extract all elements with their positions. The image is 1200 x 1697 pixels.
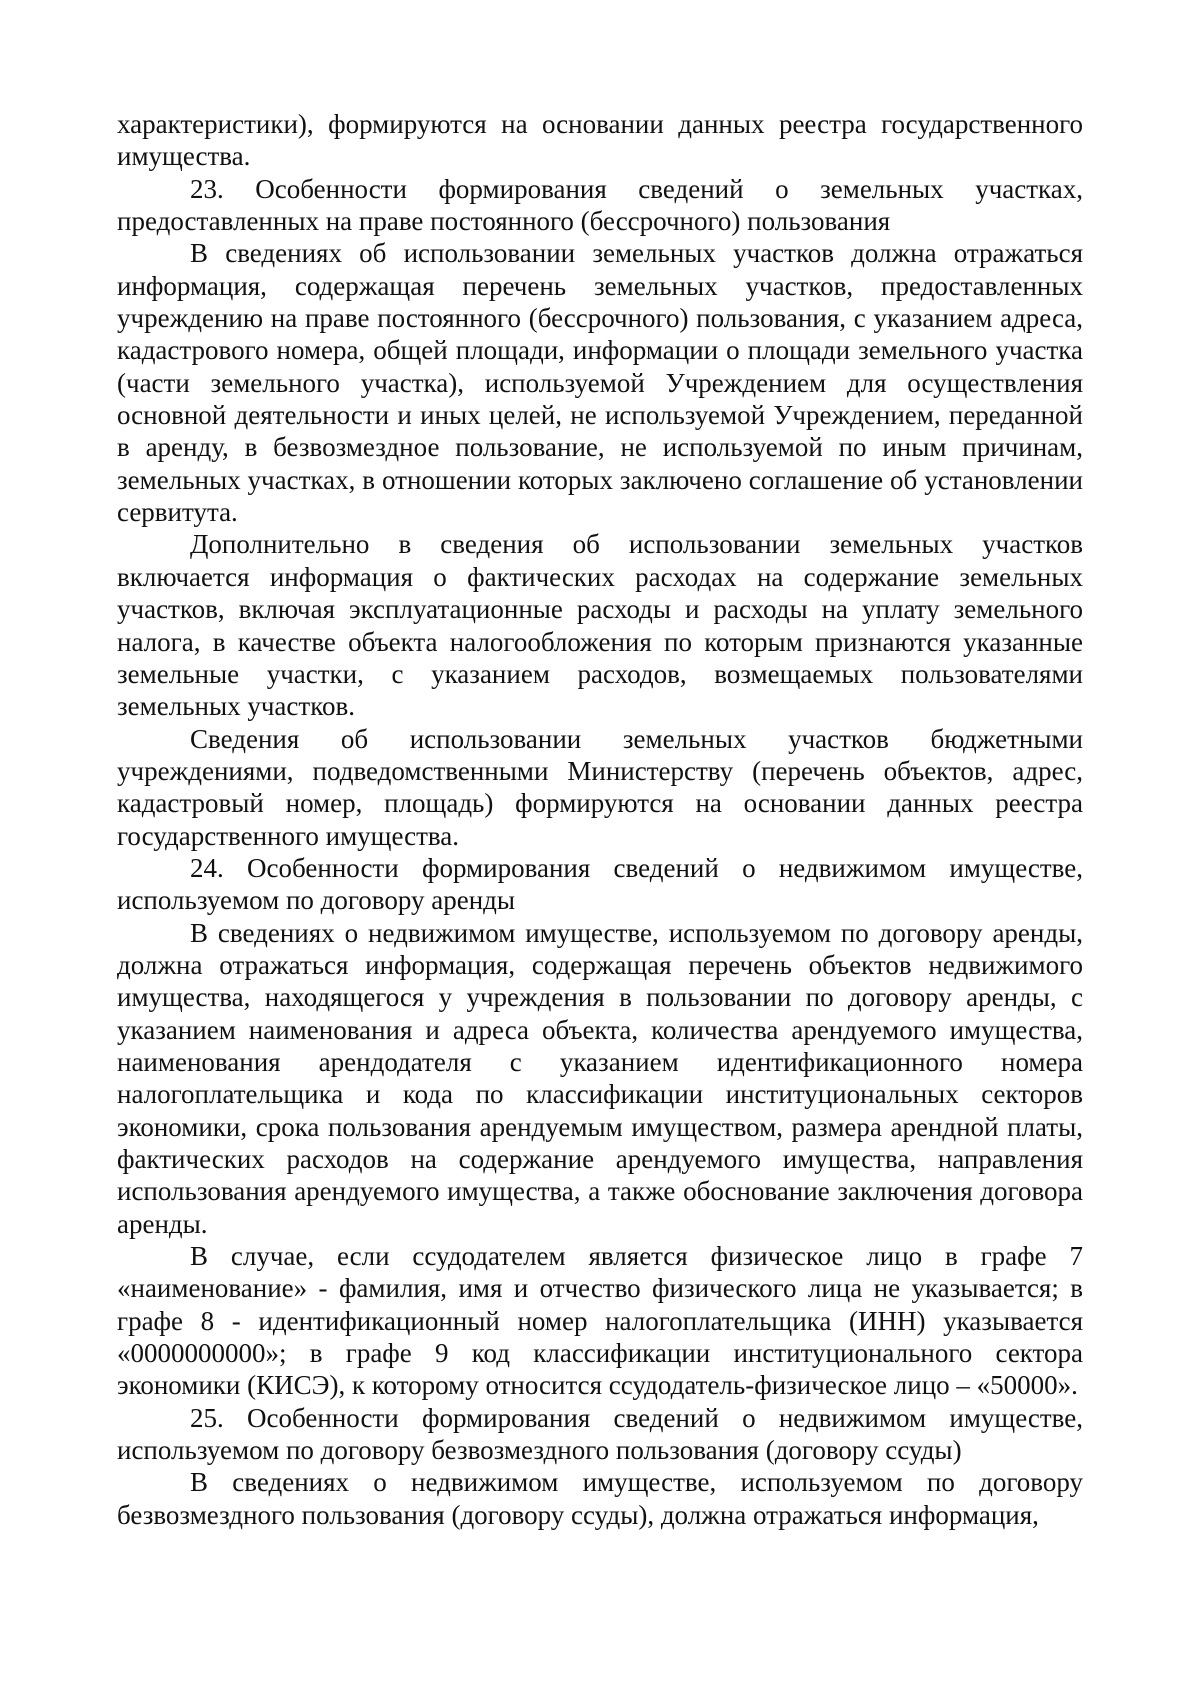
paragraph-land-budget-institutions: Сведения об использовании земельных участков бюджетными учреждениями, подведомственными Министерству (перечень объектов, адрес, кадастровый номер, площадь) формируются на основании данных реестра государственного имущества. xyxy=(117,723,1083,851)
paragraph-free-use-info: В сведениях о недвижимом имуществе, используемом по договору безвозмездного пользования (договору ссуды), должна отражаться информация, xyxy=(117,1467,1083,1530)
document-page xyxy=(117,108,1083,1531)
paragraph-continuation: характеристики), формируются на основании данных реестра государственного имущества. xyxy=(117,109,1083,172)
section-heading-25: 25. Особенности формирования сведений о недвижимом имуществе, используемом по договору безвозмездного пользования (договору ссуды) xyxy=(117,1402,1083,1466)
paragraph-land-usage-info: В сведениях об использовании земельных участков должна отражаться информация, содержащая перечень земельных участков, предоставленных учреждению на праве постоянного (бессрочного) пользования, с указанием адреса, кадастрового номера, общей площади, информации о площади земельного участка (части земельного участка), используемой Учреждением для осуществления основной деятельности и иных целей, не используемой Учреждением, переданной в аренду, в безвозмездное пользование, не используемой по иным причинам, земельных участках, в отношении которых заключено соглашение об установлении сервитута. xyxy=(117,238,1083,528)
paragraph-individual-lender: В случае, если ссудодателем является физическое лицо в графе 7 «наименование» - фамилия, имя и отчество физического лица не указывается; в графе 8 - идентификационный номер налогоплательщика (ИНН) указывается «0000000000»; в графе 9 код классификации институционального сектора экономики (КИСЭ), к которому относится ссудодатель-физическое лицо – «50000». xyxy=(117,1241,1083,1401)
paragraph-lease-info: В сведениях о недвижимом имуществе, используемом по договору аренды, должна отражаться информация, содержащая перечень объектов недвижимого имущества, находящегося у учреждения в пользовании по договору аренды, с указанием наименования и адреса объекта, количества арендуемого имущества, наименования арендодателя с указанием идентификационного номера налогоплательщика и кода по классификации институциональных секторов экономики, срока пользования арендуемым имуществом, размера арендной платы, фактических расходов на содержание арендуемого имущества, направления использования арендуемого имущества, а также обоснование заключения договора аренды. xyxy=(117,917,1083,1239)
paragraph-land-expenses: Дополнительно в сведения об использовании земельных участков включается информация о фактических расходах на содержание земельных участков, включая эксплуатационные расходы и расходы на уплату земельного налога, в качестве объекта налогообложения по которым признаются указанные земельные участки, с указанием расходов, возмещаемых пользователями земельных участков. xyxy=(117,529,1083,722)
section-heading-23: 23. Особенности формирования сведений о земельных участках, предоставленных на праве постоянного (бессрочного) пользования xyxy=(117,173,1083,237)
section-heading-24: 24. Особенности формирования сведений о недвижимом имуществе, используемом по договору аренды xyxy=(117,852,1083,916)
